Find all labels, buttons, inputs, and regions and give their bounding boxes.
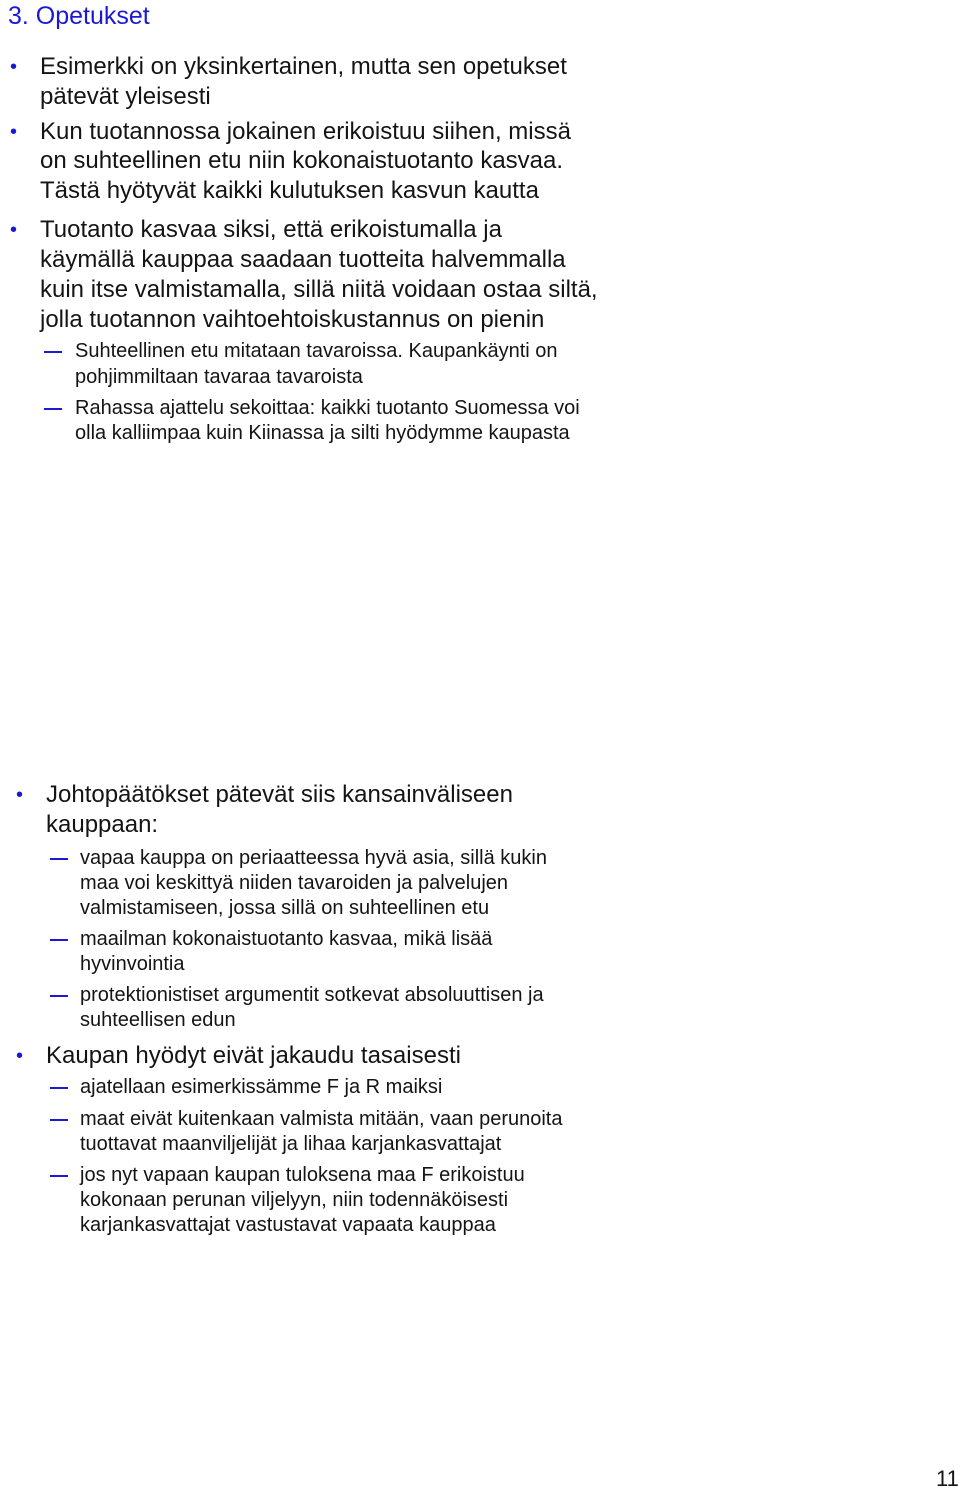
bullet-line: on suhteellinen etu niin kokonaistuotanto kasvaa. bbox=[40, 147, 564, 174]
bullet-icon: • bbox=[16, 784, 24, 806]
subitem-line: Rahassa ajattelu sekoittaa: kaikki tuotanto Suomessa voi bbox=[75, 397, 580, 419]
dash-icon bbox=[50, 858, 68, 860]
bullet-icon: • bbox=[10, 56, 18, 78]
subitem-line: Suhteellinen etu mitataan tavaroissa. Kaupankäynti on bbox=[75, 340, 558, 362]
subitem-line: maa voi keskittyä niiden tavaroiden ja palvelujen bbox=[80, 872, 509, 894]
subitem-line: tuottavat maanviljelijät ja lihaa karjankasvattajat bbox=[80, 1133, 502, 1155]
bullet-icon: • bbox=[16, 1045, 24, 1067]
bullet-line: Kaupan hyödyt eivät jakaudu tasaisesti bbox=[46, 1042, 461, 1069]
subitem-line: pohjimmiltaan tavaraa tavaroista bbox=[75, 366, 363, 388]
subitem-line: olla kalliimpaa kuin Kiinassa ja silti hyödymme kaupasta bbox=[75, 422, 570, 444]
dash-icon bbox=[44, 408, 62, 410]
subitem-line: maailman kokonaistuotanto kasvaa, mikä lisää bbox=[80, 928, 493, 950]
bullet-line: jolla tuotannon vaihtoehtoiskustannus on pienin bbox=[40, 306, 545, 333]
dash-icon bbox=[50, 939, 68, 941]
bullet-icon: • bbox=[10, 219, 18, 241]
bullet-line: pätevät yleisesti bbox=[40, 83, 211, 110]
page-number: 11 bbox=[936, 1466, 959, 1491]
bullet-line: Johtopäätökset pätevät siis kansainväliseen bbox=[46, 781, 513, 808]
subitem-line: ajatellaan esimerkissämme F ja R maiksi bbox=[80, 1076, 443, 1098]
bullet-line: kauppaan: bbox=[46, 811, 159, 838]
bullet-line: Esimerkki on yksinkertainen, mutta sen opetukset bbox=[40, 53, 567, 80]
bullet-line: Kun tuotannossa jokainen erikoistuu siihen, missä bbox=[40, 118, 571, 145]
subitem-line: valmistamiseen, jossa sillä on suhteellinen etu bbox=[80, 897, 490, 919]
bullet-line: Tuotanto kasvaa siksi, että erikoistumalla ja bbox=[40, 216, 502, 243]
dash-icon bbox=[50, 995, 68, 997]
bullet-line: Tästä hyötyvät kaikki kulutuksen kasvun kautta bbox=[40, 177, 539, 204]
subitem-line: maat eivät kuitenkaan valmista mitään, vaan perunoita bbox=[80, 1108, 563, 1130]
bullet-line: käymällä kauppaa saadaan tuotteita halvemmalla bbox=[40, 246, 566, 273]
bullet-icon: • bbox=[10, 121, 18, 143]
slide-title: 3. Opetukset bbox=[8, 2, 150, 30]
dash-icon bbox=[50, 1119, 68, 1121]
bullet-line: kuin itse valmistamalla, sillä niitä voidaan ostaa siltä, bbox=[40, 276, 598, 303]
dash-icon bbox=[50, 1087, 68, 1089]
dash-icon bbox=[50, 1175, 68, 1177]
subitem-line: vapaa kauppa on periaatteessa hyvä asia, sillä kukin bbox=[80, 847, 547, 869]
subitem-line: hyvinvointia bbox=[80, 953, 185, 975]
subitem-line: protektionistiset argumentit sotkevat absoluuttisen ja bbox=[80, 984, 544, 1006]
subitem-line: suhteellisen edun bbox=[80, 1009, 236, 1031]
subitem-line: karjankasvattajat vastustavat vapaata kauppaa bbox=[80, 1214, 496, 1236]
subitem-line: kokonaan perunan viljelyyn, niin todennäköisesti bbox=[80, 1189, 509, 1211]
subitem-line: jos nyt vapaan kaupan tuloksena maa F erikoistuu bbox=[80, 1164, 525, 1186]
dash-icon bbox=[44, 351, 62, 353]
